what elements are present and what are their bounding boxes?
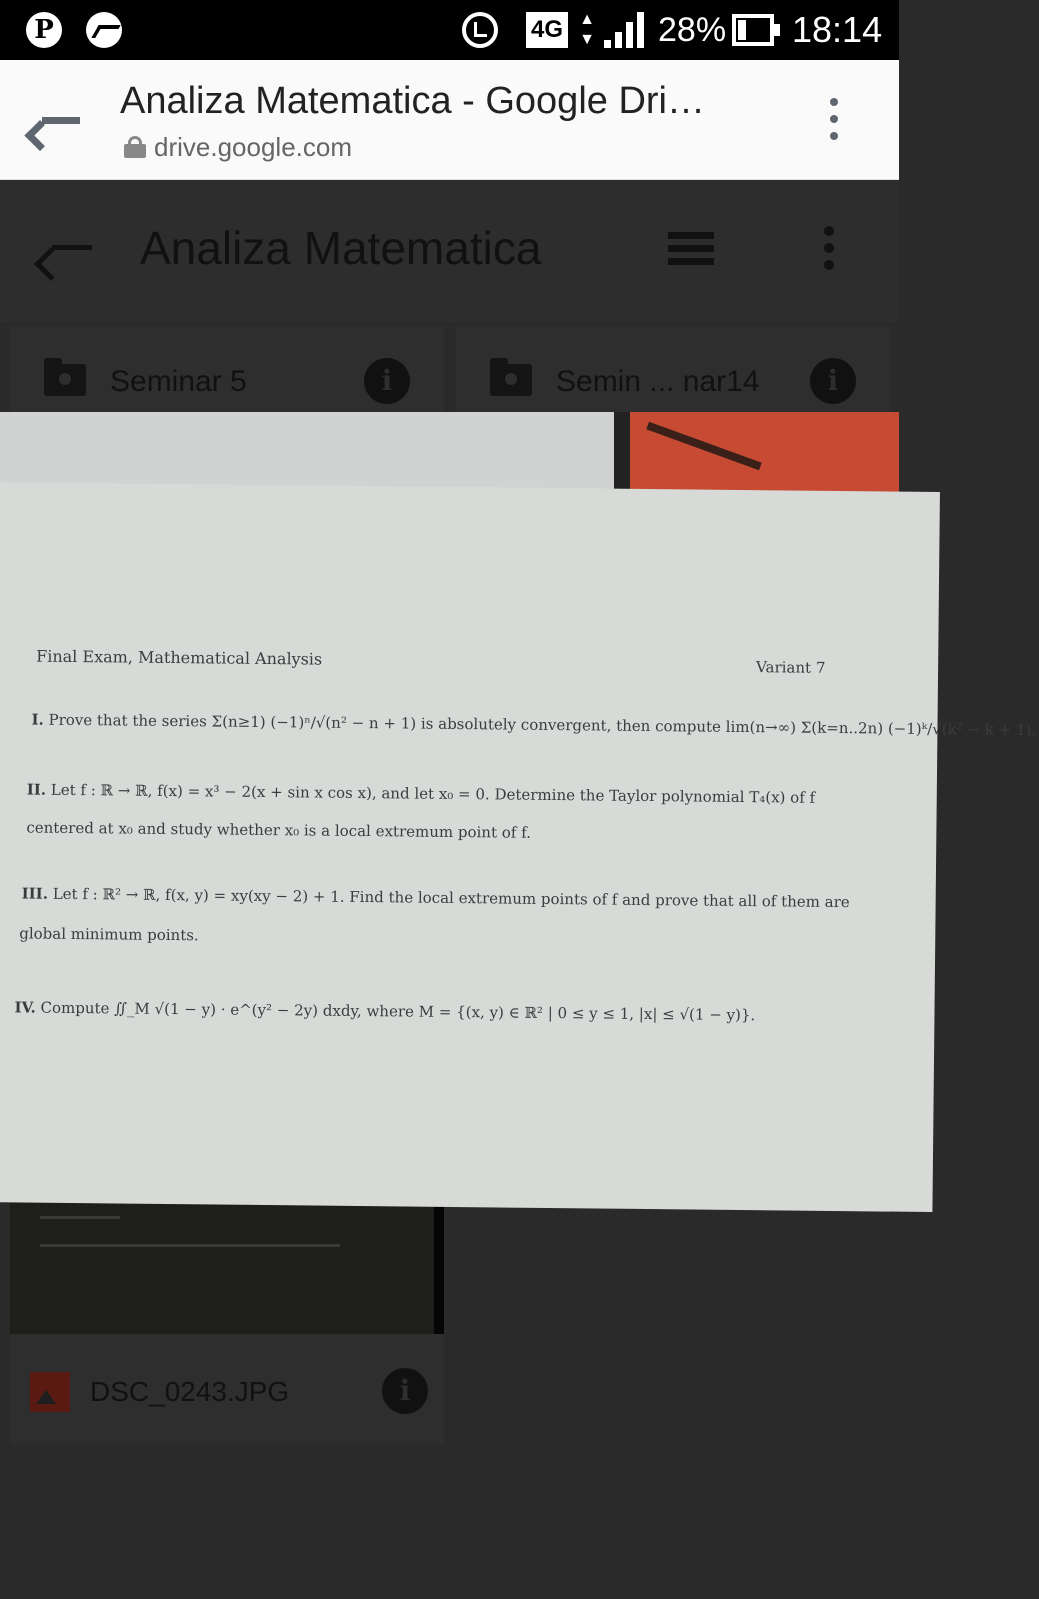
problem-2: II. Let f : ℝ → ℝ, f(x) = x³ − 2(x + sin x cos x), and let x₀ = 0. Determine the Taylor polynomial T₄(x) of f xyxy=(26,780,816,807)
folder-name: Seminar 5 xyxy=(110,365,247,398)
status-bar xyxy=(0,0,899,60)
4g-icon: 4G xyxy=(526,12,568,48)
folder-name: Semin ... nar14 xyxy=(556,365,760,398)
problem-1: I. Prove that the series Σ(n≥1) (−1)ⁿ/√(n² − n + 1) is absolutely convergent, then compute lim(n→∞) Σ(k=n..2n) (−1)ᵏ/√(k² − k + 1). xyxy=(31,710,1037,740)
custom-tab-toolbar xyxy=(0,60,899,180)
exam-variant: Variant 7 xyxy=(756,658,826,677)
info-icon[interactable]: i xyxy=(364,358,410,404)
drive-more-options-icon[interactable] xyxy=(824,226,834,270)
exam-paper xyxy=(0,482,1037,1212)
exam-title: Final Exam, Mathematical Analysis xyxy=(36,646,323,669)
page-url: drive.google.com xyxy=(154,132,352,162)
battery-percent: 28% xyxy=(658,11,727,49)
file-name: DSC_0243.JPG xyxy=(90,1376,290,1407)
drive-app-bar xyxy=(0,180,899,322)
alarm-icon xyxy=(462,12,498,48)
clock: 18:14 xyxy=(792,9,883,50)
info-icon[interactable]: i xyxy=(810,358,856,404)
data-arrows-icon: ▲ ▼ xyxy=(579,11,595,48)
drive-folder-title: Analiza Matematica xyxy=(140,222,542,274)
page-title: Analiza Matematica - Google Dri… xyxy=(120,80,705,122)
info-icon[interactable]: i xyxy=(382,1368,428,1414)
problem-3-continued: global minimum points. xyxy=(19,924,199,945)
shared-folder-icon xyxy=(490,364,532,396)
shared-folder-icon xyxy=(44,364,86,396)
signal-icon xyxy=(604,12,646,48)
pinterest-icon xyxy=(26,12,62,48)
drive-back-arrow-icon[interactable] xyxy=(48,228,94,268)
problem-3: III. Let f : ℝ² → ℝ, f(x, y) = xy(xy − 2) + 1. Find the local extremum points of f and prove that all of them are xyxy=(21,884,850,912)
problem-4: IV. Compute ∬_M √(1 − y) · e^(y² − 2y) dxdy, where M = {(x, y) ∈ ℝ² | 0 ≤ y ≤ 1, |x| ≤ √(1 − y)}. xyxy=(14,998,756,1025)
lock-icon xyxy=(124,136,146,158)
messenger-icon xyxy=(86,12,122,48)
list-view-icon[interactable] xyxy=(668,232,714,266)
back-arrow-icon[interactable] xyxy=(36,100,84,140)
problem-2-continued: centered at x₀ and study whether x₀ is a local extremum point of f. xyxy=(26,818,532,842)
battery-icon xyxy=(732,14,774,46)
photo-preview[interactable] xyxy=(0,412,1037,1139)
image-file-icon xyxy=(30,1372,70,1412)
more-options-icon[interactable] xyxy=(829,98,839,142)
